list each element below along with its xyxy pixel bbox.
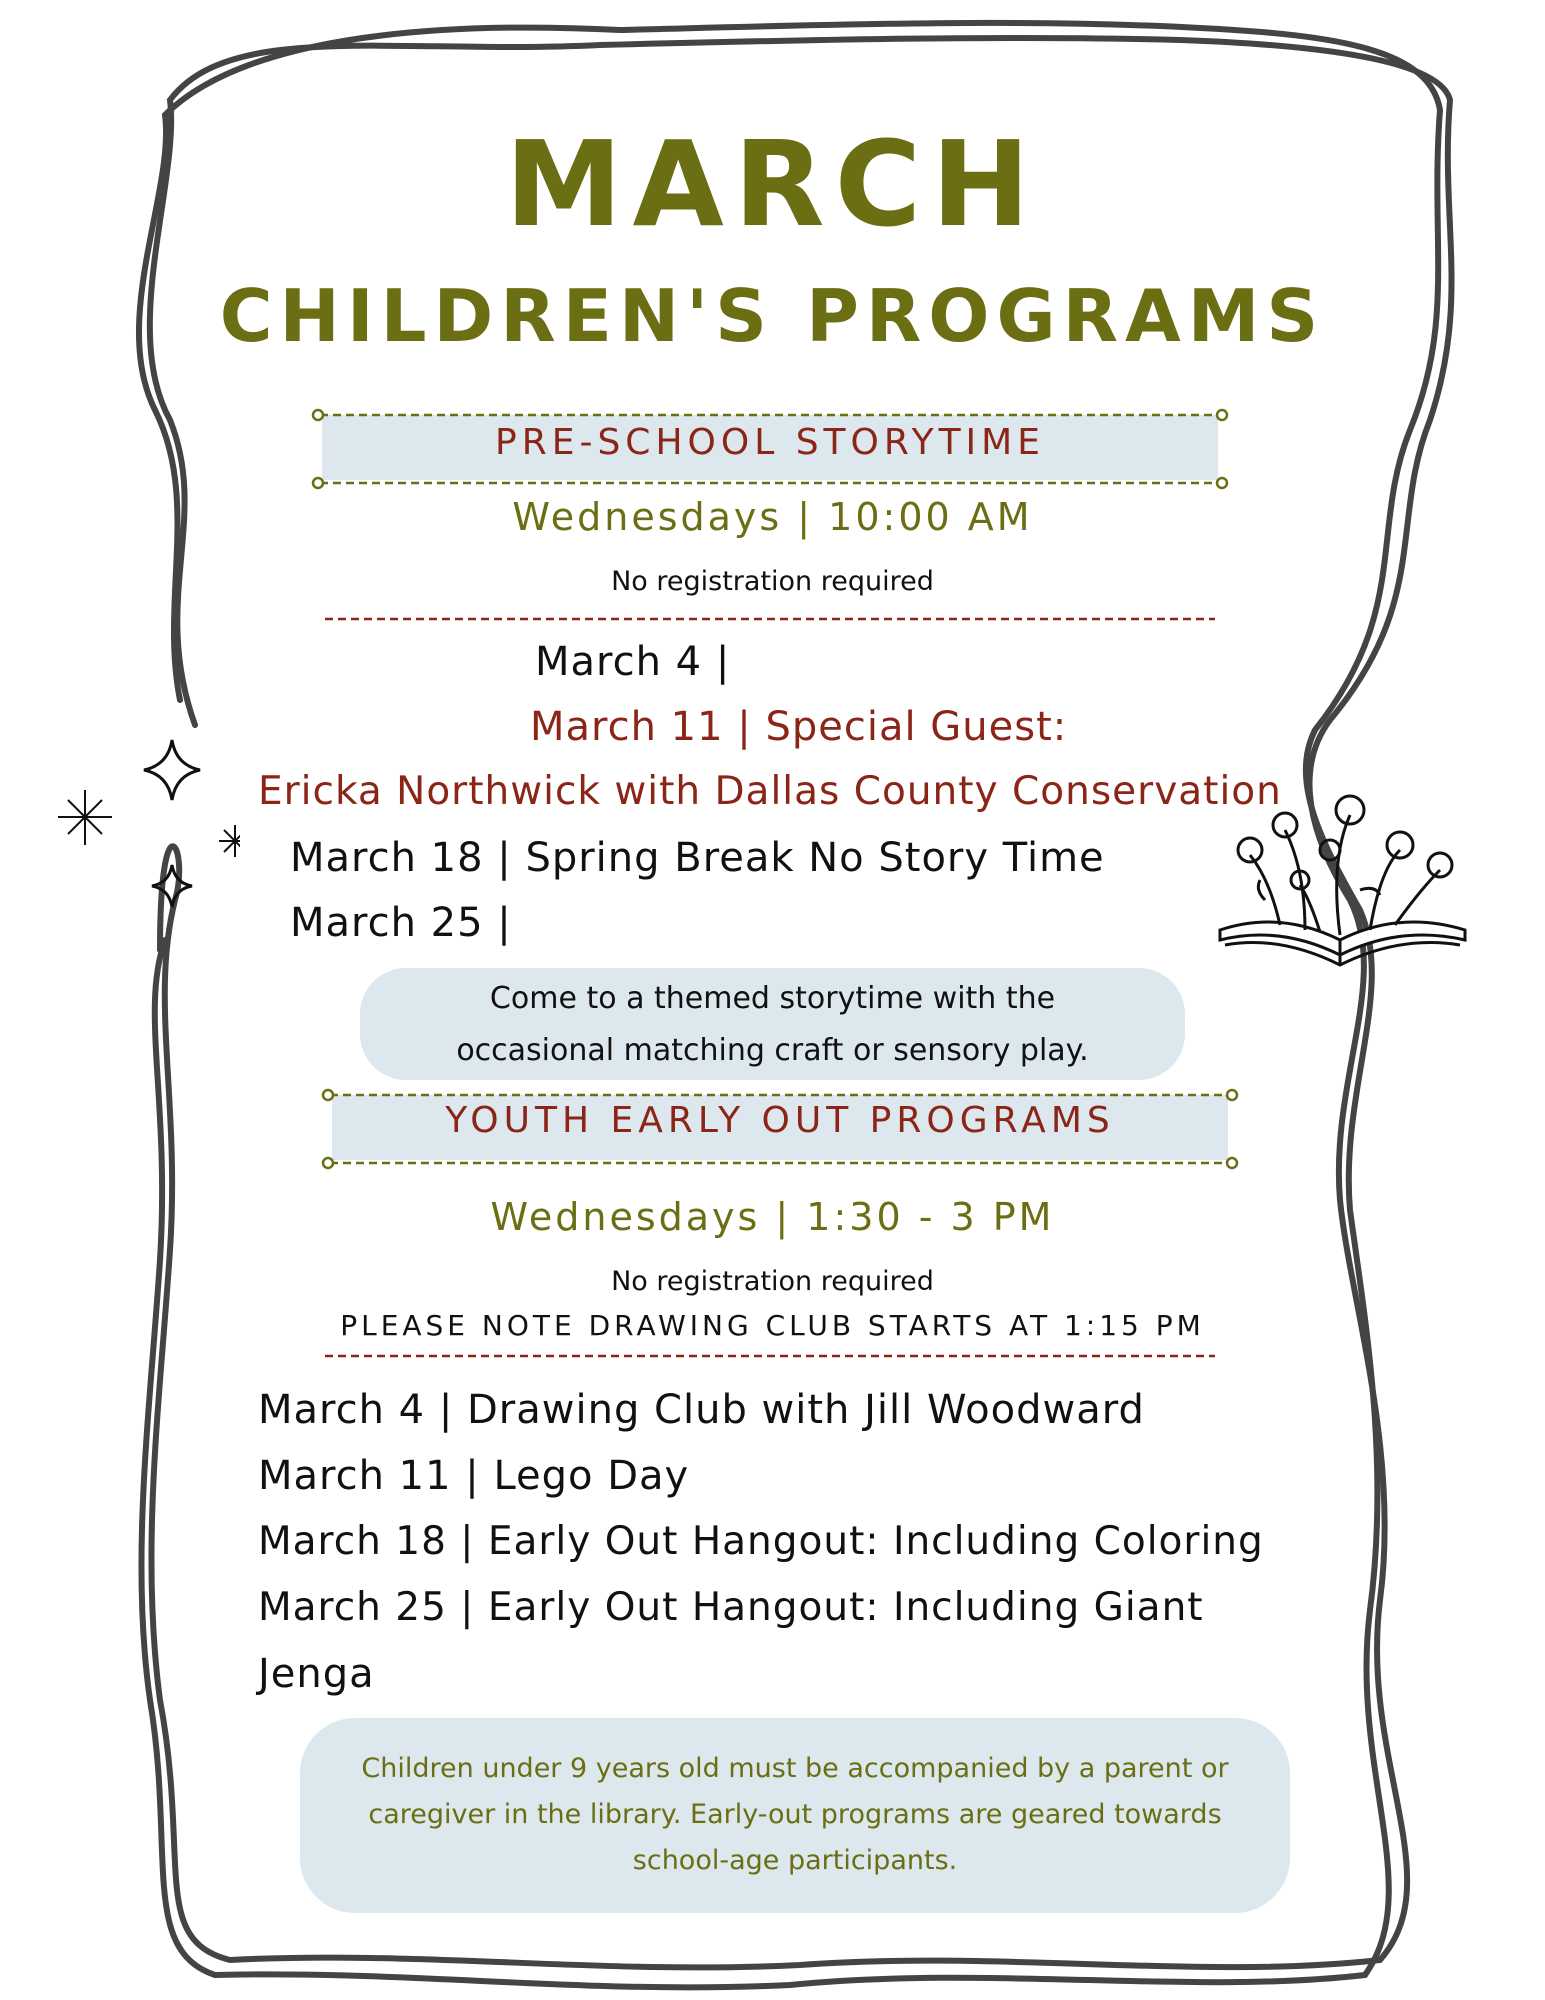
preschool-description-line1: Come to a themed storytime with the (489, 981, 1056, 1016)
preschool-item-mar18: March 18 | Spring Break No Story Time (290, 835, 1105, 881)
preschool-item-mar11: March 11 | Special Guest: (530, 704, 1068, 750)
page-title: MARCH (505, 115, 1040, 253)
footer-note-line1: Children under 9 years old must be accompanied by a parent or (361, 1753, 1229, 1784)
preschool-item-mar25: March 25 | (290, 900, 512, 946)
youth-item-mar4: March 4 | Drawing Club with Jill Woodward (258, 1387, 1145, 1433)
youth-item-mar11: March 11 | Lego Day (258, 1453, 690, 1499)
page-subtitle: CHILDREN'S PROGRAMS (219, 274, 1326, 358)
preschool-heading: PRE-SCHOOL STORYTIME (495, 422, 1045, 463)
footer-note-box (300, 1718, 1290, 1913)
divider (325, 1353, 1215, 1359)
youth-item-mar25-cont: Jenga (258, 1651, 375, 1697)
preschool-description-line2: occasional matching craft or sensory play. (456, 1033, 1089, 1068)
youth-schedule: Wednesdays | 1:30 - 3 PM (490, 1195, 1055, 1239)
youth-registration: No registration required (611, 1266, 934, 1297)
preschool-guest: Ericka Northwick with Dallas County Conservation (258, 769, 1282, 814)
footer-note-line3: school-age participants. (632, 1845, 958, 1876)
preschool-description-box (360, 968, 1185, 1080)
youth-heading: YOUTH EARLY OUT PROGRAMS (445, 1100, 1115, 1141)
youth-item-mar25: March 25 | Early Out Hangout: Including Giant (258, 1585, 1204, 1630)
preschool-registration: No registration required (611, 566, 934, 597)
footer-note-line2: caregiver in the library. Early-out programs are geared towards (368, 1799, 1222, 1830)
sparkle-icon (40, 735, 240, 915)
youth-notice: PLEASE NOTE DRAWING CLUB STARTS AT 1:15 PM (340, 1309, 1205, 1342)
preschool-schedule: Wednesdays | 10:00 AM (512, 495, 1033, 539)
divider (325, 616, 1215, 622)
flower-book-icon (1210, 790, 1475, 980)
preschool-item-mar4: March 4 | (535, 639, 731, 685)
youth-item-mar18: March 18 | Early Out Hangout: Including Coloring (258, 1519, 1264, 1564)
